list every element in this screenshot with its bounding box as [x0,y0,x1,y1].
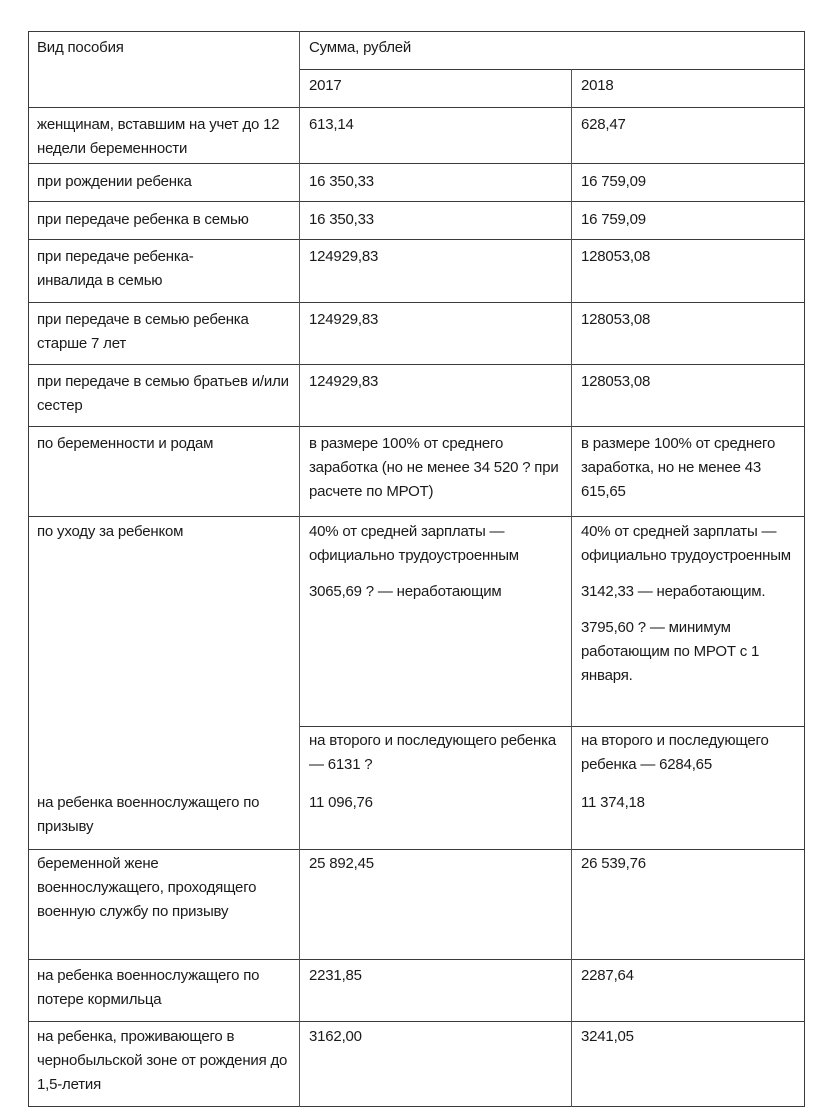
value-2017: 2231,85 [309,967,362,984]
header-sum: Сумма, рублей [309,39,412,56]
sub-value-2018: на второго и последующего ребенка — 6284,65 [581,732,769,773]
header-2017: 2017 [309,77,342,94]
value-2017: 16 350,33 [309,211,374,228]
row-divider [299,69,805,70]
value-2018: 11 374,18 [581,794,645,811]
value-2017: 124929,83 [309,311,379,328]
row-label: на ребенка военнослужащего по потере кормильца [37,967,260,1008]
value-2017: 16 350,33 [309,173,374,190]
header-2018: 2018 [581,77,614,94]
value-2018: 26 539,76 [581,855,646,872]
column-divider [571,69,572,1107]
value-2018: 628,47 [581,116,626,133]
row-divider [28,163,805,164]
value-2018: 128053,08 [581,311,651,328]
row-divider [28,426,805,427]
row-label: при рождении ребенка [37,173,192,190]
row-divider [28,302,805,303]
value-2017: 613,14 [309,116,354,133]
row-label: по беременности и родам [37,435,214,452]
value-2018-part: 3142,33 — неработающим. [581,583,766,600]
value-2018 [581,520,806,688]
value-2017: 124929,83 [309,248,379,265]
value-2018-part: 3795,60 ? — минимум работающим по МРОТ с 1 января. [581,619,760,684]
row-divider [28,1021,805,1022]
value-2018-part: 40% от средней зарплаты — официально трудоустроенным [581,523,791,564]
row-divider [28,107,805,108]
row-divider [28,849,805,850]
row-label: на ребенка военнослужащего по призыву [37,794,260,835]
row-divider [299,726,805,727]
row-divider [28,201,805,202]
row-label: на ребенка, проживающего в чернобыльской зоне от рождения до 1,5-летия [37,1028,288,1093]
value-2017 [309,520,564,604]
row-divider [28,516,805,517]
row-label: беременной жене военнослужащего, проходящего военную службу по призыву [37,855,257,920]
row-divider [28,239,805,240]
value-2018: 2287,64 [581,967,634,984]
value-2017: в размере 100% от среднего заработка (но не менее 34 520 ? при расчете по МРОТ) [309,435,559,500]
value-2018: 128053,08 [581,248,651,265]
column-divider [299,31,300,1107]
row-label: при передаче в семью ребенка старше 7 лет [37,311,249,352]
value-2018: 3241,05 [581,1028,634,1045]
value-2017: 3162,00 [309,1028,362,1045]
row-label: при передаче в семью братьев и/или сестер [37,373,289,414]
value-2017: 124929,83 [309,373,379,390]
value-2018: 16 759,09 [581,211,646,228]
row-label: при передаче ребенка в семью [37,211,249,228]
header-type: Вид пособия [37,39,124,56]
row-label: при передаче ребенка-инвалида в семью [37,248,194,289]
value-2018: в размере 100% от среднего заработка, но не менее 43 615,65 [581,435,776,500]
value-2018: 16 759,09 [581,173,646,190]
value-2017: 11 096,76 [309,794,373,811]
value-2018: 128053,08 [581,373,651,390]
value-2017-part: 40% от средней зарплаты — официально трудоустроенным [309,523,519,564]
row-label: по уходу за ребенком [37,523,184,540]
value-2017-part: 3065,69 ? — неработающим [309,583,502,600]
sub-value-2017: на второго и последующего ребенка — 6131 ? [309,732,556,773]
row-divider [28,364,805,365]
value-2017: 25 892,45 [309,855,374,872]
row-divider [28,959,805,960]
row-label: женщинам, вставшим на учет до 12 недели беременности [37,116,280,157]
